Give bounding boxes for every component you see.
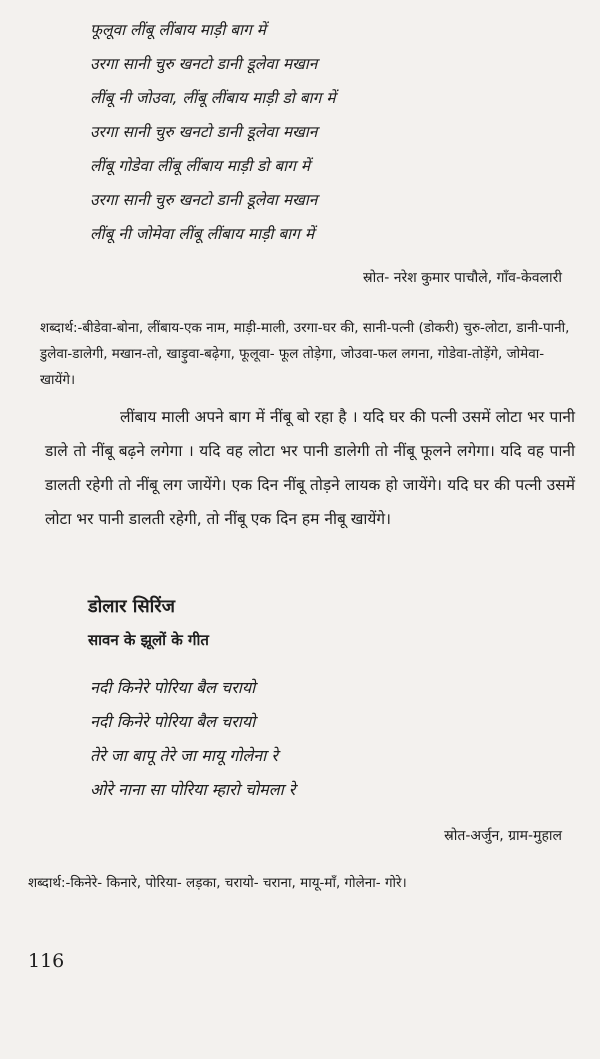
verse-line: उरगा सानी चुरु खनटो डानी डूलेवा मखान (90, 55, 318, 73)
verse-line: ओरे नाना सा पोरिया म्हारो चोमला रे (90, 780, 296, 799)
glossary: शब्दार्थ:-बीडेवा-बोना, लींबाय-एक नाम, माड़ी-माली, उरगा-घर की, सानी-पत्नी (डोकरी) चुरु-लोटा, डानी-पानी, डुलेवा-डालेगी, मखान-तो, खाड़ुवा-बढ़ेगा, फूलूवा- फूल तोड़ेगा, जोउवा-फल लगना, गोडेवा-तोड़ेंगे, जोमेवा-खायेंगे। (40, 320, 570, 388)
section-subheading: सावन के झूलों के गीत (88, 631, 209, 649)
verse-line: नदी किनेरे पोरिया बैल चरायो (90, 712, 256, 731)
glossary-2: शब्दार्थ:-किनेरे- किनारे, पोरिया- लड़का, चरायो- चराना, मायू-माँ, गोलेना- गोरे। (28, 875, 407, 891)
verse-line: तेरे जा बापू तेरे जा मायू गोलेना रे (90, 746, 278, 765)
paragraph-text: लींबाय माली अपने बाग में नींबू बो रहा है । यदि घर की पत्नी उसमें लोटा भर पानी डाले तो नींबू बढ़ने लगेगा । यदि वह लोटा भर पानी डालेगी तो नींबू फूलने लगेगा। यदि वह पानी डालती रहेगी तो नींबू लग जायेंगे। एक दिन नींबू तोड़ने लायक हो जायेंगे। यदि घर की पत्नी उसमें लोटा भर पानी डालती रहेगी, तो नींबू एक दिन हम नीबू खायेंगे। (45, 408, 575, 528)
verse-source: स्रोत- नरेश कुमार पाचौले, गाँव-केवलारी (363, 270, 562, 286)
verse-line: नदी किनेरे पोरिया बैल चरायो (90, 678, 256, 697)
verse-source-2: स्रोत-अर्जुन, ग्राम-मुहाल (444, 828, 562, 844)
verse-line: लींबू नी जोमेवा लींबू लींबाय माड़ी बाग में (90, 225, 315, 243)
verse-line: लींबू नी जोउवा, लींबू लींबाय माड़ी डो बाग में (90, 89, 336, 107)
verse-line: उरगा सानी चुरु खनटो डानी डूलेवा मखान (90, 191, 318, 209)
page-number: 116 (28, 950, 65, 972)
section-heading: डोलार सिरिंज (88, 596, 175, 617)
explanation-paragraph (45, 400, 575, 536)
verse-line: उरगा सानी चुरु खनटो डानी डूलेवा मखान (90, 123, 318, 141)
verse-line: लींबू गोडेवा लींबू लींबाय माड़ी डो बाग में (90, 157, 311, 175)
verse-line: फूलूवा लींबू लींबाय माड़ी बाग में (90, 21, 266, 39)
